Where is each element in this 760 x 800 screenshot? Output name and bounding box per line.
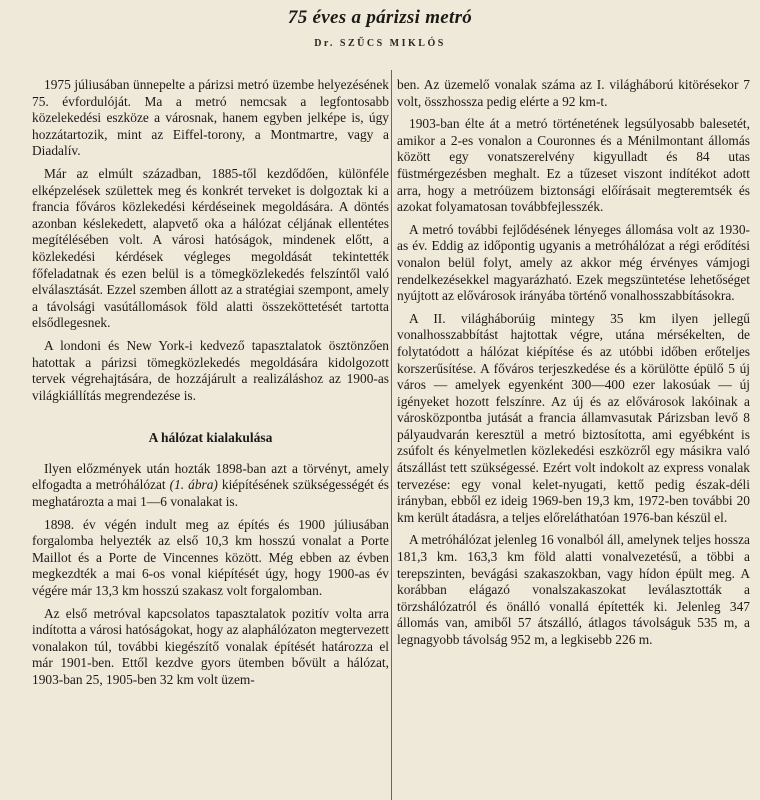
paragraph: A II. világháborúig mintegy 35 km ilyen jellegű vonalhosszabbítást hajtottak végre, utána mérsékelten, de folytatódott a hálózat kiépítése és az utóbbi időben erőteljes korszerűsítése. A főváros terjeszkedése és a körülötte épülő 5 új város — amelyek egyenként 300—400 ezer lakosúak — új igényeket hozott felszínre. Az új és az elővárosok lakóinak a városközpontba jutását a francia államvasutak Párizsban levő 8 pályaudvarán keresztül a metró biztosította, ami egyébként is zsúfolt és kényelmetlen közlekedési eszközről egy másikra való átszállást tett szükségessé. Ezért volt indokolt az express vonalak tervezése: egy vonal kelet-nyugati, kettő pedig észak-déli irányban, ebből ez ideig 1969-ben 19,3 km, 1972-ben további 20 km került átadásra, a teljes előreláthatóan 1976-ban készül el.: [397, 310, 750, 525]
article-author: Dr. SZŰCS MIKLÓS: [314, 38, 446, 49]
paragraph: ben. Az üzemelő vonalak száma az I. világháború kitörésekor 7 volt, összhossza pedig elérte a 92 km-t.: [397, 77, 750, 109]
column-divider: [391, 70, 392, 800]
paragraph: [32, 461, 389, 511]
paragraph: Már az elmúlt században, 1885-től kezdődően, különféle elképzelések születtek meg és konkrét terveket is dolgoztak ki a francia főváros közlekedési kérdéseinek megoldására. A döntés azonban késlekedett, alapvető oka a hálózat céljának ellentétes megítélésében volt. A városi hatóságok, mindenek előtt, a közlekedési kérdések végleges megoldását tekintették főfeladatnak és ezen belül is a tömegközlekedés felszíntől való elválasztását. Ezzel szemben állott az a stratégiai szempont, amely a távolsági vasútállomások föld alatti összeköttetését tartotta elsődlegesnek.: [32, 165, 389, 331]
paragraph-text: Ilyen előzmények után hozták 1898-ban azt a törvényt, amely elfogadta a metróhálózat: [32, 460, 389, 493]
paragraph-text: kiépítésének szükségességét és meghatározta a mai 1—6 vonalakat is.: [32, 477, 390, 510]
article-title: 75 éves a párizsi metró: [287, 7, 473, 28]
section-heading: A hálózat kialakulása: [148, 430, 273, 446]
paragraph: 1975 júliusában ünnepelte a párizsi metró üzembe helyezésének 75. évfordulóját. Ma a metró nemcsak a legfontosabb közelekedési eszköze a városnak, hanem egyben jelképe is, úgy hozzátartozik, mint az Eiffel-torony, a Montmartre, vagy a Diadalív.: [32, 77, 389, 159]
paragraph: A metró további fejlődésének lényeges állomása volt az 1930-as év. Eddig az időpontig ugyanis a metróhálózat a régi erődítési vonalon belül folyt, amely az akkor még érvényes vámjogi rendelkezésekkel magyarázható. Ezek megszüntetése lehetőséget nyújtott az elővárosok irányába történő vonalhosszabbításokra.: [397, 221, 750, 304]
right-column: [397, 77, 750, 655]
left-column: [32, 77, 389, 695]
paragraph: Az első metróval kapcsolatos tapasztalatok pozitív volta arra indította a városi hatóságokat, hogy az alaphálózaton megtervezett vonalakon túl, további kiegészítő vonalak építését határozza el már 1901-ben. Ettől kezdve gyors ütemben bővült a hálózat, 1903-ban 25, 1905-ben 32 km volt üzem-: [32, 605, 389, 687]
paragraph: A metróhálózat jelenleg 16 vonalból áll, amelynek teljes hossza 181,3 km. 163,3 km föld alatti vonalvezetésű, a többi a terepszinten, bevágási szakaszokban, vagy hídon épült meg. A korábban elágazó vonalszakaszokat leválasztották a törzshálózatról és önálló vonallá építették ki. Jelenleg 347 állomás van, amiből 57 átszálló, átlagos távolságuk 535 m, a legnagyobb távolság 952 m, a legkisebb 226 m.: [397, 532, 750, 647]
paragraph: 1903-ban élte át a metró történetének legsúlyosabb balesetét, amikor a 2-es vonalon a Couronnes és a Ménilmontant állomás között egy vonatszerelvény kigyulladt és 84 utas füstmérgezésben meghalt. Ez a tűzeset viszont indítékot adott arra, hogy a metróüzem biztonsági előírásait megteremtsék és azokat folyamatosan továbbfejlesszék.: [397, 116, 750, 215]
figure-reference: (1. ábra): [169, 477, 218, 493]
paragraph: A londoni és New York-i kedvező tapasztalatok ösztönzően hatottak a párizsi tömegközlekedés megoldására kidolgozott tervek végrehajtására, de hozzájárult a realizáláshoz az 1900-as világkiállítás megrendezése is.: [32, 337, 389, 403]
paragraph: 1898. év végén indult meg az építés és 1900 júliusában forgalomba helyezték az első 10,3 km hosszú vonalat a Porte Maillot és a Porte de Vincennes között. Még ebben az évben megkezdték a mai 6-os vonal kiépítését úgy, hogy 1900-as év végére már 13,3 km hosszú szakasz volt forgalomban.: [32, 516, 389, 599]
